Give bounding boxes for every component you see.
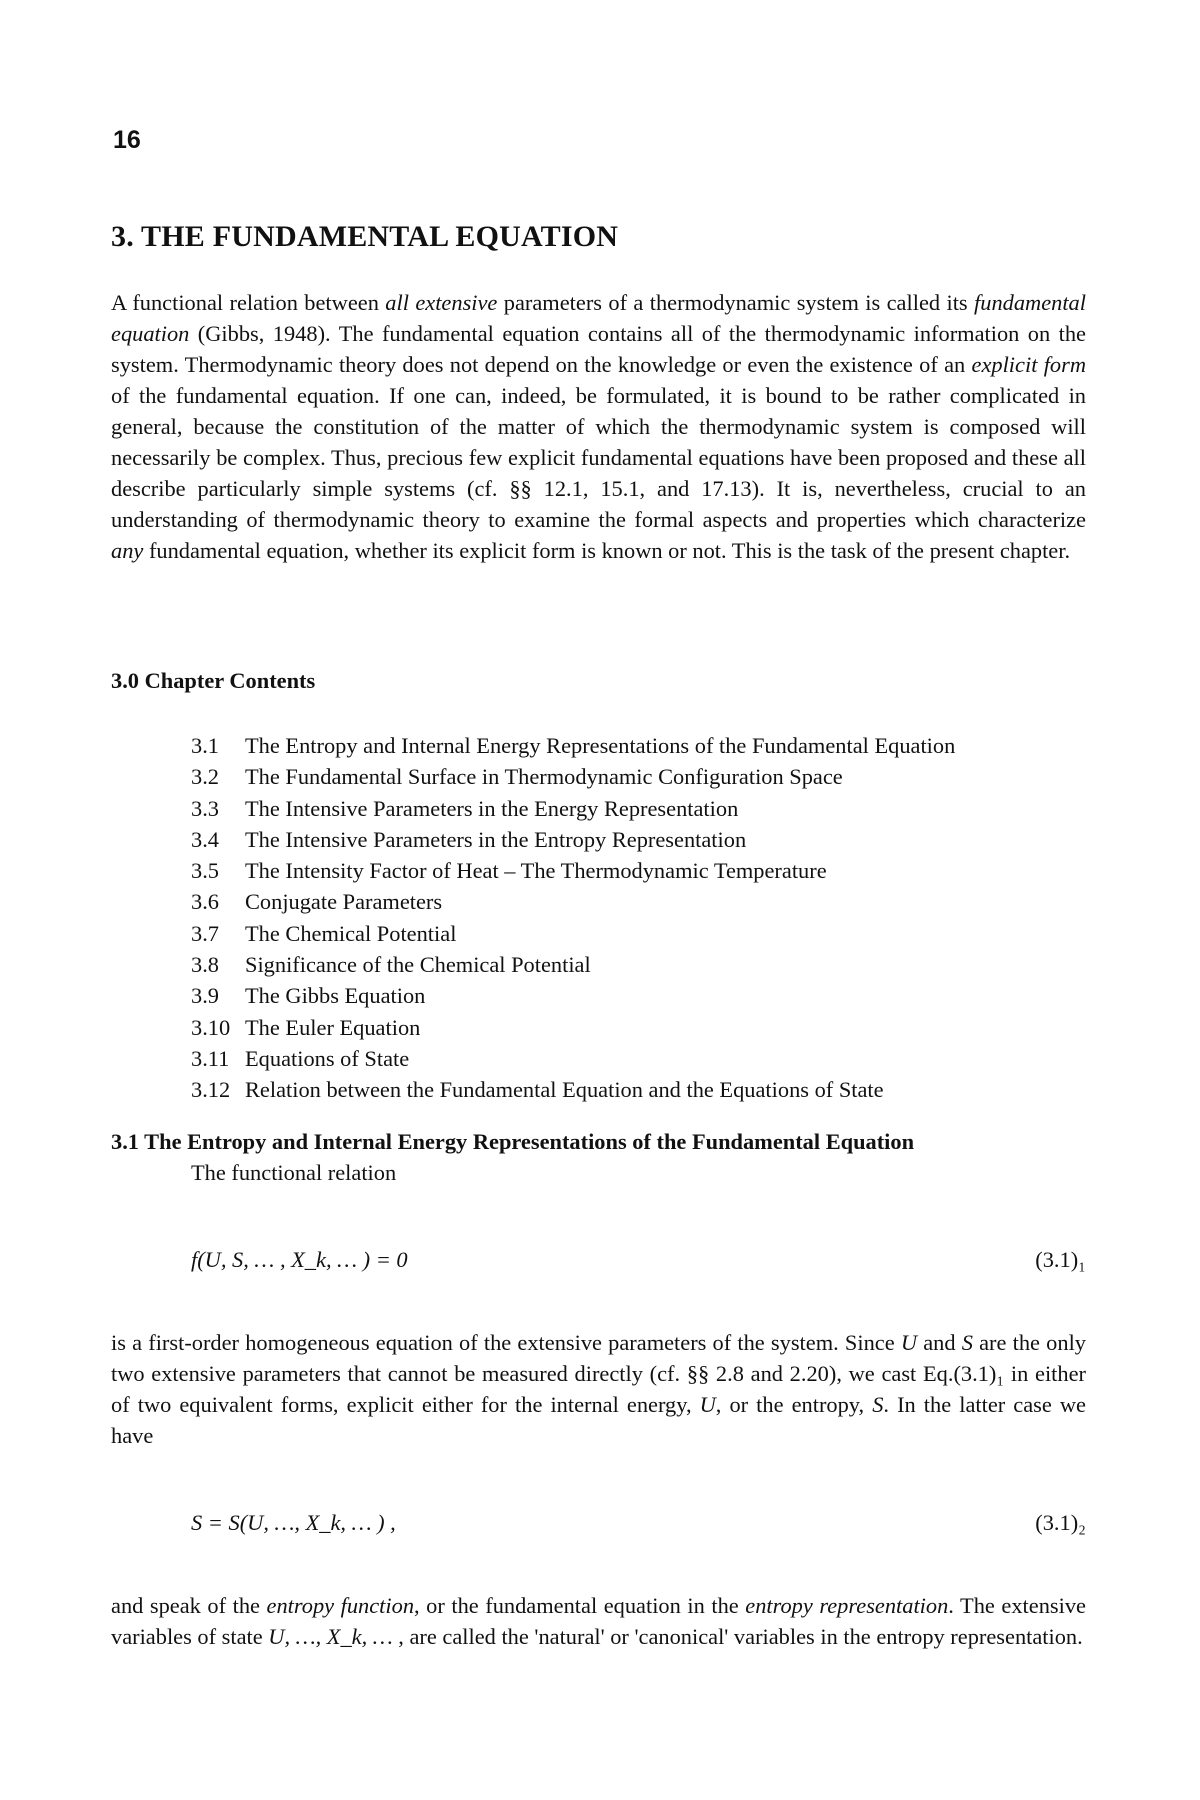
chapter-title: 3. THE FUNDAMENTAL EQUATION xyxy=(111,220,619,253)
equation-label: (3.1)₂ xyxy=(1035,1510,1086,1535)
toc-item xyxy=(191,1012,955,1043)
toc-item xyxy=(191,855,955,886)
toc-title: Significance of the Chemical Potential xyxy=(245,952,591,978)
toc-title: The Chemical Potential xyxy=(245,920,457,946)
paragraph-entropy-representation xyxy=(111,1590,1086,1652)
para3-var-1: U, …, X_k, … xyxy=(268,1624,393,1649)
toc-title: The Fundamental Surface in Thermodynamic Configuration Space xyxy=(245,764,843,790)
para2-text-4: , or the entropy, xyxy=(715,1392,873,1417)
toc-item xyxy=(191,1043,955,1074)
section-heading: 3.1 The Entropy and Internal Energy Representations of the Fundamental Equation xyxy=(111,1129,915,1154)
toc-item xyxy=(191,730,955,761)
toc-item xyxy=(191,1074,955,1105)
toc-number: 3.10 xyxy=(191,1014,231,1040)
toc-number: 3.12 xyxy=(191,1077,231,1103)
para3-text-2: , or the fundamental equation in the xyxy=(414,1593,746,1618)
para3-emphasis-1: entropy function xyxy=(266,1593,415,1618)
toc-title: The Entropy and Internal Energy Representations of the Fundamental Equation xyxy=(245,733,956,758)
intro-text-5: fundamental equation, whether its explicit form is known or not. This is the task of the present chapter. xyxy=(143,538,1071,563)
toc-item xyxy=(191,793,955,824)
toc-title: The Gibbs Equation xyxy=(245,983,426,1009)
intro-paragraph xyxy=(111,287,1086,566)
toc-number: 3.11 xyxy=(191,1045,230,1071)
para2-text-2: and xyxy=(917,1330,962,1355)
para2-var-3: U xyxy=(699,1392,716,1417)
toc-number: 3.6 xyxy=(191,889,219,915)
equation-expression: f(U, S, … , X_k, … ) = 0 xyxy=(191,1247,408,1272)
toc-number: 3.8 xyxy=(191,952,219,978)
intro-text-2: parameters of a thermodynamic system is called its xyxy=(497,290,975,315)
toc-number: 3.5 xyxy=(191,858,219,884)
toc-item xyxy=(191,980,955,1011)
intro-emphasis-3: explicit form xyxy=(971,352,1086,377)
equation-expression: S = S(U, …, X_k, … ) , xyxy=(191,1510,396,1535)
toc-title: The Intensive Parameters in the Entropy Representation xyxy=(245,826,747,852)
toc-number: 3.2 xyxy=(191,764,219,790)
toc-title: The Intensive Parameters in the Energy Representation xyxy=(245,795,739,821)
toc-title: Relation between the Fundamental Equation and the Equations of State xyxy=(245,1077,884,1103)
toc-number: 3.1 xyxy=(191,733,219,758)
intro-text-4: of the fundamental equation. If one can, indeed, be formulated, it is bound to be rather complicated in general, because the constitution of the matter of which the thermodynamic system is composed will necessarily be complex. Thus, precious few explicit fundamental equations have been proposed and these all describe particularly simple systems (cf. §§ 12.1, 15.1, and 17.13). It is, nevertheless, crucial to an understanding of thermodynamic theory to examine the formal aspects and properties which characterize xyxy=(111,383,1086,532)
intro-emphasis-4: any xyxy=(111,538,144,563)
toc-number: 3.4 xyxy=(191,826,219,852)
toc-title: The Euler Equation xyxy=(245,1014,421,1040)
toc-number: 3.9 xyxy=(191,983,219,1009)
para2-var-4: S xyxy=(872,1392,884,1417)
intro-emphasis-2: fundamental equation xyxy=(111,290,1086,346)
equation-label: (3.1)₁ xyxy=(1035,1247,1086,1272)
para2-text-1: is a first-order homogeneous equation of the extensive parameters of the system. Since xyxy=(111,1330,901,1355)
paragraph-homogeneous xyxy=(111,1327,1086,1451)
toc-title: Equations of State xyxy=(245,1045,410,1071)
intro-text-1: A functional relation between xyxy=(111,290,386,315)
para2-var-1: U xyxy=(900,1330,918,1355)
toc-item xyxy=(191,886,955,917)
intro-emphasis-1: all extensive xyxy=(385,290,498,315)
toc-title: The Intensity Factor of Heat – The Thermodynamic Temperature xyxy=(245,858,827,884)
page-number: 16 xyxy=(113,126,141,154)
para2-var-2: S xyxy=(961,1330,973,1355)
table-of-contents xyxy=(191,730,955,1106)
para2-text-5: . In the latter case we have xyxy=(111,1392,1086,1448)
para3-text-1: and speak of the xyxy=(111,1593,267,1618)
toc-item xyxy=(191,761,955,792)
toc-number: 3.3 xyxy=(191,795,219,821)
para3-text-4: , are called the 'natural' or 'canonical' variables in the entropy representation. xyxy=(392,1624,1083,1649)
intro-text-3: (Gibbs, 1948). The fundamental equation contains all of the thermodynamic information on the system. Thermodynamic theory does not depend on the knowledge or even the existence of an xyxy=(111,321,1086,377)
toc-title: Conjugate Parameters xyxy=(245,889,443,915)
toc-number: 3.7 xyxy=(191,920,219,946)
para3-text-3: . The extensive variables of state xyxy=(111,1593,1086,1649)
para3-emphasis-2: entropy representation xyxy=(745,1593,949,1618)
toc-item xyxy=(191,918,955,949)
toc-item xyxy=(191,824,955,855)
section-subtext: The functional relation xyxy=(191,1160,397,1185)
para2-text-3: are the only two extensive parameters that cannot be measured directly (cf. §§ 2.8 and 2.20), we cast Eq.(3.1)₁ in either of two equivalent forms, explicit either for the internal energy, xyxy=(111,1330,1086,1417)
toc-item xyxy=(191,949,955,980)
contents-heading: 3.0 Chapter Contents xyxy=(111,668,316,693)
